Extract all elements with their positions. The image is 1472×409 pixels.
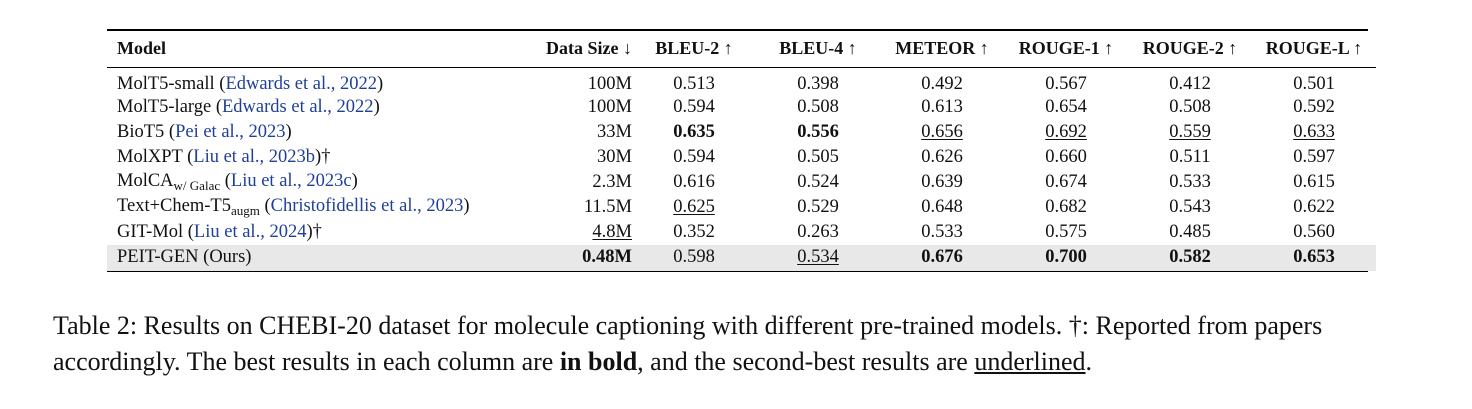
meteor-value: 0.613	[921, 96, 963, 117]
data-size-cell	[532, 68, 632, 95]
rouge1-cell	[1004, 145, 1128, 170]
results-table-container	[107, 29, 1368, 272]
header-meteor: METEOR ↑	[895, 38, 989, 58]
rouge2-value: 0.485	[1169, 221, 1211, 242]
caption-bold-text: in bold	[559, 347, 638, 376]
citation-link[interactable]: Edwards et al., 2022	[222, 96, 374, 117]
bleu2-cell	[632, 170, 756, 195]
bleu2-cell	[632, 95, 756, 120]
bleu2-cell	[632, 220, 756, 245]
rougel-cell	[1252, 195, 1376, 220]
rouge1-cell	[1004, 170, 1128, 195]
header-row	[107, 31, 1376, 67]
header-rouge1: ROUGE-1 ↑	[1018, 38, 1114, 58]
rougel-value: 0.622	[1293, 196, 1335, 217]
meteor-value: 0.626	[921, 146, 963, 167]
data-size-cell	[532, 95, 632, 120]
rouge1-cell	[1004, 195, 1128, 220]
citation-link[interactable]: Edwards et al., 2022	[225, 73, 377, 94]
bleu4-cell	[756, 68, 880, 95]
rouge2-cell	[1128, 68, 1252, 95]
rouge2-cell	[1128, 245, 1252, 271]
meteor-cell	[880, 195, 1004, 220]
meteor-cell	[880, 220, 1004, 245]
model-subscript: augm	[230, 202, 260, 218]
model-name: MolXPT	[117, 146, 183, 167]
bleu4-value: 0.263	[797, 221, 839, 242]
rouge2-value: 0.543	[1169, 196, 1211, 217]
model-subscript: w/ Galac	[173, 177, 221, 193]
rouge2-value: 0.508	[1169, 96, 1211, 117]
header-bleu4: BLEU-4 ↑	[779, 38, 857, 58]
meteor-value: 0.639	[921, 171, 963, 192]
bleu4-value: 0.529	[797, 196, 839, 217]
bleu2-value: 0.594	[673, 96, 715, 117]
bleu2-value: 0.616	[673, 171, 715, 192]
rougel-cell	[1252, 145, 1376, 170]
table-row	[107, 195, 1376, 220]
meteor-cell	[880, 95, 1004, 120]
model-cell: MolCA$_{w/ Galac}$ (Liu et al., 2023c)	[117, 170, 358, 193]
citation-link[interactable]: Liu et al., 2023b	[193, 146, 316, 167]
bleu2-value: 0.513	[673, 73, 715, 94]
meteor-cell	[880, 120, 1004, 145]
model-name: Text+Chem-T5	[117, 195, 231, 216]
bleu4-value: 0.524	[797, 171, 839, 192]
rougel-value: 0.501	[1293, 73, 1335, 94]
bleu4-value: 0.556	[797, 121, 839, 142]
caption-underlined-text: underlined	[974, 347, 1086, 376]
rouge1-value: 0.682	[1045, 196, 1087, 217]
table-row	[107, 220, 1376, 245]
rouge2-cell	[1128, 195, 1252, 220]
rougel-cell	[1252, 220, 1376, 245]
rouge1-value: 0.575	[1045, 221, 1087, 242]
meteor-cell	[880, 170, 1004, 195]
model-name: BioT5	[117, 121, 165, 142]
table-row	[107, 120, 1376, 145]
bleu4-value: 0.505	[797, 146, 839, 167]
meteor-value: 0.676	[921, 247, 963, 267]
bottom-rule	[107, 271, 1368, 273]
rouge1-cell	[1004, 220, 1128, 245]
caption-text: Table 2: Results on CHEBI-20 dataset for molecule captioning with different pre-trained models. †: Reported from papers accordingly. The best results in each column are	[53, 311, 1323, 376]
model-cell: MolXPT (Liu et al., 2023b)†	[117, 146, 331, 167]
data-size-cell	[532, 170, 632, 195]
meteor-value: 0.492	[921, 73, 963, 94]
model-cell: BioT5 (Pei et al., 2023)	[117, 121, 292, 142]
data-size-cell	[532, 120, 632, 145]
model-cell: MolT5-small (Edwards et al., 2022)	[117, 73, 384, 94]
model-name: PEIT-GEN (Ours)	[117, 247, 252, 267]
rougel-cell	[1252, 245, 1376, 271]
rouge2-value: 0.559	[1169, 121, 1211, 142]
bleu2-cell	[632, 195, 756, 220]
bleu4-cell	[756, 95, 880, 120]
table-row	[107, 170, 1376, 195]
model-cell: MolT5-large (Edwards et al., 2022)	[117, 96, 380, 117]
rouge1-cell	[1004, 68, 1128, 95]
data-size-value: 30M	[597, 146, 632, 167]
bleu4-cell	[756, 145, 880, 170]
data-size-value: 0.48M	[582, 247, 632, 267]
bleu4-cell	[756, 245, 880, 271]
header-bleu2: BLEU-2 ↑	[655, 38, 733, 58]
data-size-value: 2.3M	[592, 171, 632, 192]
rouge2-value: 0.511	[1169, 146, 1211, 167]
rouge2-value: 0.412	[1169, 73, 1211, 94]
rouge1-value: 0.700	[1045, 247, 1087, 267]
header-rouge2: ROUGE-2 ↑	[1142, 38, 1238, 58]
data-size-cell	[532, 145, 632, 170]
rouge2-cell	[1128, 170, 1252, 195]
model-name: MolT5-small	[117, 73, 215, 94]
bleu4-cell	[756, 120, 880, 145]
meteor-cell	[880, 245, 1004, 271]
rougel-cell	[1252, 95, 1376, 120]
bleu2-value: 0.352	[673, 221, 715, 242]
meteor-cell	[880, 68, 1004, 95]
rouge1-value: 0.660	[1045, 146, 1087, 167]
data-size-cell	[532, 195, 632, 220]
table-row	[107, 95, 1376, 120]
data-size-cell	[532, 220, 632, 245]
rouge2-cell	[1128, 220, 1252, 245]
bleu4-value: 0.508	[797, 96, 839, 117]
rougel-value: 0.615	[1293, 171, 1335, 192]
rougel-cell	[1252, 68, 1376, 95]
citation-link[interactable]: Liu et al., 2024	[193, 221, 307, 242]
rougel-value: 0.597	[1293, 146, 1335, 167]
rougel-value: 0.592	[1293, 96, 1335, 117]
data-size-value: 33M	[597, 121, 632, 142]
model-cell	[107, 245, 532, 271]
data-size-value: 4.8M	[592, 221, 632, 242]
citation-link[interactable]: Liu et al., 2023c	[230, 170, 352, 191]
bleu4-cell	[756, 195, 880, 220]
rougel-value: 0.560	[1293, 221, 1335, 242]
rouge1-value: 0.692	[1045, 121, 1087, 142]
dagger-mark: †	[321, 146, 331, 167]
model-cell: $Text+Chem-T5_{augm}$ (Christofidellis et al., 2023)	[117, 195, 470, 218]
rouge1-cell	[1004, 245, 1128, 271]
data-size-value: 11.5M	[583, 196, 632, 217]
rouge2-cell	[1128, 120, 1252, 145]
caption-end: .	[1085, 347, 1093, 376]
rouge1-value: 0.654	[1045, 96, 1087, 117]
rouge1-cell	[1004, 120, 1128, 145]
model-name: MolCA	[117, 170, 174, 191]
bleu4-value: 0.534	[797, 247, 839, 267]
data-size-value: 100M	[587, 96, 632, 117]
rouge2-value: 0.533	[1169, 171, 1211, 192]
rouge1-cell	[1004, 95, 1128, 120]
table-row	[107, 68, 1376, 95]
rougel-value: 0.653	[1293, 247, 1335, 267]
citation-link[interactable]: Christofidellis et al., 2023	[270, 195, 464, 216]
bleu4-cell	[756, 220, 880, 245]
data-size-cell	[532, 245, 632, 271]
header-rougel: ROUGE-L ↑	[1265, 38, 1363, 58]
model-name: GIT-Mol	[117, 221, 184, 242]
bleu4-cell	[756, 170, 880, 195]
caption-text-2: , and the second-best results are	[637, 347, 975, 376]
rougel-cell	[1252, 120, 1376, 145]
header-model: Model	[117, 38, 166, 58]
bleu2-cell	[632, 68, 756, 95]
header-data-size: Data Size ↓	[546, 38, 632, 58]
rougel-value: 0.633	[1293, 121, 1335, 142]
bleu2-value: 0.635	[673, 121, 715, 142]
rouge2-cell	[1128, 145, 1252, 170]
table-caption	[53, 308, 1433, 380]
bleu2-cell	[632, 120, 756, 145]
meteor-cell	[880, 145, 1004, 170]
bleu2-cell	[632, 145, 756, 170]
data-size-value: 100M	[587, 73, 632, 94]
table-body	[107, 68, 1376, 271]
meteor-value: 0.648	[921, 196, 963, 217]
meteor-value: 0.533	[921, 221, 963, 242]
table-row	[107, 145, 1376, 170]
bleu2-cell	[632, 245, 756, 271]
bleu4-value: 0.398	[797, 73, 839, 94]
results-table	[107, 31, 1376, 271]
rougel-cell	[1252, 170, 1376, 195]
model-cell: GIT-Mol (Liu et al., 2024)†	[117, 221, 322, 242]
rouge1-value: 0.567	[1045, 73, 1087, 94]
meteor-value: 0.656	[921, 121, 963, 142]
model-name: MolT5-large	[117, 96, 212, 117]
bleu2-value: 0.625	[673, 196, 715, 217]
rouge2-cell	[1128, 95, 1252, 120]
bleu2-value: 0.594	[673, 146, 715, 167]
citation-link[interactable]: Pei et al., 2023	[175, 121, 286, 142]
bleu2-value: 0.598	[673, 247, 715, 267]
rouge2-value: 0.582	[1169, 247, 1211, 267]
dagger-mark: †	[312, 221, 322, 242]
rouge1-value: 0.674	[1045, 171, 1087, 192]
table-row	[107, 245, 1376, 271]
